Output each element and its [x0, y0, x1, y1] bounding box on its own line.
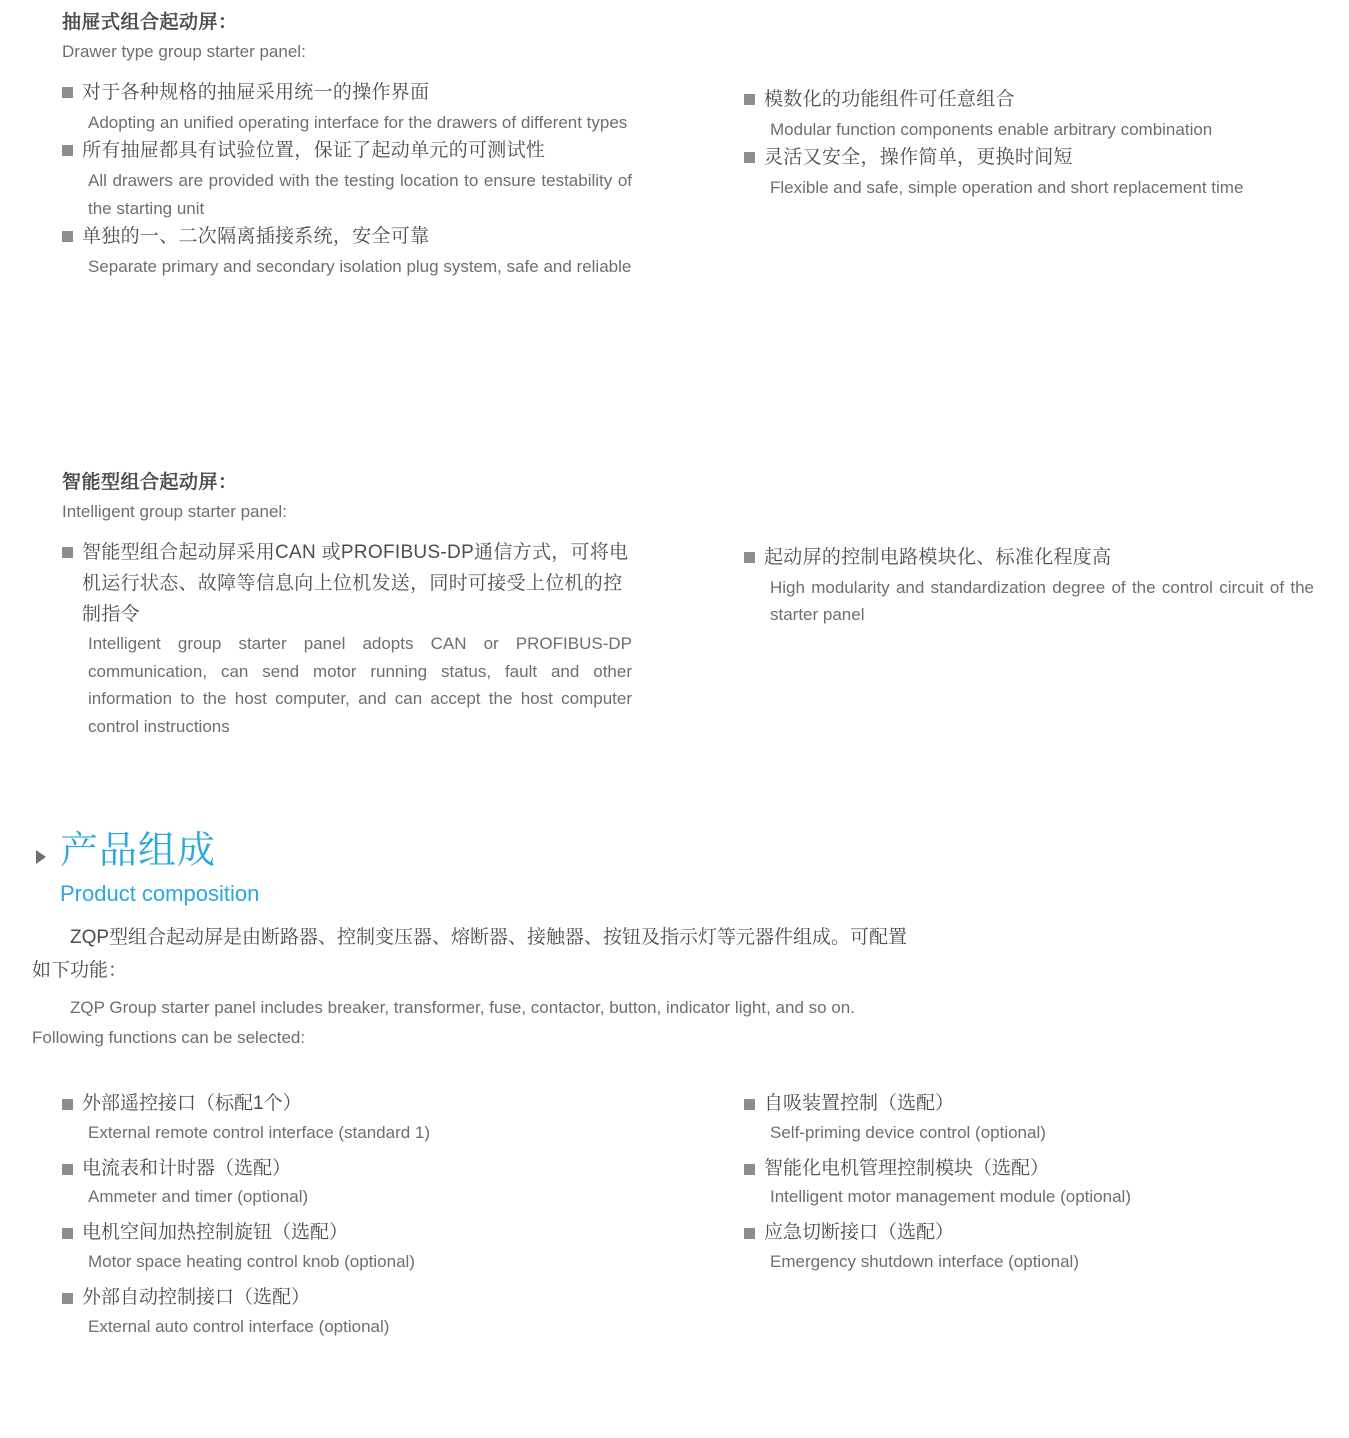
- option-label-en: Self-priming device control (optional): [770, 1122, 1046, 1142]
- options-list-right: [744, 1090, 1314, 1284]
- list-item: [62, 136, 632, 222]
- square-bullet-icon: [62, 87, 73, 98]
- options-list-left: [62, 1090, 632, 1349]
- square-bullet-icon: [62, 145, 73, 156]
- section-intelligent-right: [744, 543, 1314, 629]
- bullet-list: [62, 78, 632, 280]
- square-bullet-icon: [62, 231, 73, 242]
- page-title-en: Product composition: [60, 880, 260, 906]
- square-bullet-icon: [744, 1228, 755, 1239]
- list-item: [62, 1219, 632, 1275]
- section-drawer-type-right: [744, 85, 1314, 202]
- list-item: [744, 85, 1314, 143]
- list-item: [62, 78, 632, 136]
- list-item: [744, 1090, 1314, 1146]
- option-label-cn: 智能化电机管理控制模块（选配）: [764, 1157, 1050, 1179]
- intro-paragraph: [32, 922, 912, 1052]
- option-label-en: Emergency shutdown interface (optional): [770, 1251, 1079, 1271]
- section-title-cn: 抽屉式组合起动屏：: [62, 12, 238, 33]
- option-label-en: External auto control interface (optional): [88, 1316, 390, 1336]
- section-title-en: Intelligent group starter panel:: [62, 501, 287, 521]
- bullet-list: [62, 538, 632, 740]
- list-item: [62, 538, 632, 740]
- option-label-cn: 电流表和计时器（选配）: [82, 1157, 292, 1179]
- list-item: [62, 1155, 632, 1211]
- list-item: [744, 1155, 1314, 1211]
- list-item-cn: 智能型组合起动屏采用CAN 或PROFIBUS-DP通信方式，可将电机运行状态、故障等信息向上位机发送，同时可接受上位机的控制指令: [82, 542, 629, 625]
- square-bullet-icon: [62, 547, 73, 558]
- option-label-en: Motor space heating control knob (optional): [88, 1251, 415, 1271]
- option-label-cn: 外部遥控接口（标配1个）: [82, 1093, 302, 1114]
- list-item-cn: 起动屏的控制电路模块化、标准化程度高: [764, 547, 1112, 568]
- list-item: [62, 1090, 632, 1146]
- list-item: [62, 1284, 632, 1340]
- square-bullet-icon: [744, 1099, 755, 1110]
- square-bullet-icon: [62, 1228, 73, 1239]
- option-label-cn: 电机空间加热控制旋钮（选配）: [82, 1222, 349, 1244]
- list-item-en: Modular function components enable arbitrary combination: [770, 119, 1213, 139]
- square-bullet-icon: [62, 1164, 73, 1175]
- list-item-cn: 对于各种规格的抽屉采用统一的操作界面: [82, 82, 430, 104]
- option-label-cn: 自吸装置控制（选配）: [764, 1093, 955, 1114]
- square-bullet-icon: [744, 152, 755, 163]
- list-item-en: Separate primary and secondary isolation plug system, safe and reliable: [88, 256, 632, 276]
- list-item: [744, 1219, 1314, 1275]
- list-item-cn: 单独的一、二次隔离插接系统，安全可靠: [82, 226, 430, 248]
- list-item-cn: 所有抽屉都具有试验位置，保证了起动单元的可测试性: [82, 140, 546, 162]
- square-bullet-icon: [62, 1099, 73, 1110]
- page-title-cn: 产品组成: [60, 830, 217, 872]
- option-label-en: Intelligent motor management module (optional): [770, 1187, 1131, 1207]
- list-item: [62, 222, 632, 280]
- square-bullet-icon: [62, 1293, 73, 1304]
- list-item-cn: 灵活又安全，操作简单，更换时间短: [764, 147, 1073, 169]
- square-bullet-icon: [744, 1164, 755, 1175]
- square-bullet-icon: [744, 552, 755, 563]
- list-item: [744, 543, 1314, 629]
- paragraph-cn: ZQP型组合起动屏是由断路器、控制变压器、熔断器、接触器、按钮及指示灯等元器件组成。可配置如下功能：: [32, 927, 908, 981]
- paragraph-en: ZQP Group starter panel includes breaker, transformer, fuse, contactor, button, indicator light, and so on. Following functions can be selected:: [32, 998, 855, 1047]
- section-title-en: Drawer type group starter panel:: [62, 41, 306, 61]
- triangle-bullet-icon: [36, 850, 46, 864]
- section-intelligent: [62, 470, 632, 741]
- option-label-cn: 外部自动控制接口（选配）: [82, 1287, 311, 1309]
- list-item-en: Intelligent group starter panel adopts CAN or PROFIBUS-DP communication, can send motor running status, fault and other information to the host computer, and can accept the host computer control instructions: [88, 634, 632, 736]
- list-item-en: All drawers are provided with the testing location to ensure testability of the starting unit: [88, 171, 632, 218]
- option-label-cn: 应急切断接口（选配）: [764, 1222, 955, 1244]
- option-label-en: Ammeter and timer (optional): [88, 1187, 309, 1207]
- option-label-en: External remote control interface (standard 1): [88, 1122, 431, 1142]
- list-item-en: Adopting an unified operating interface for the drawers of different types: [88, 112, 628, 132]
- section-drawer-type: [62, 10, 632, 281]
- page-title: [32, 828, 832, 909]
- list-item-en: Flexible and safe, simple operation and short replacement time: [770, 178, 1244, 198]
- square-bullet-icon: [744, 94, 755, 105]
- list-item-en: High modularity and standardization degree of the control circuit of the starter panel: [770, 577, 1314, 625]
- section-title-cn: 智能型组合起动屏：: [62, 472, 238, 493]
- list-item-cn: 模数化的功能组件可任意组合: [764, 89, 1015, 110]
- list-item: [744, 143, 1314, 201]
